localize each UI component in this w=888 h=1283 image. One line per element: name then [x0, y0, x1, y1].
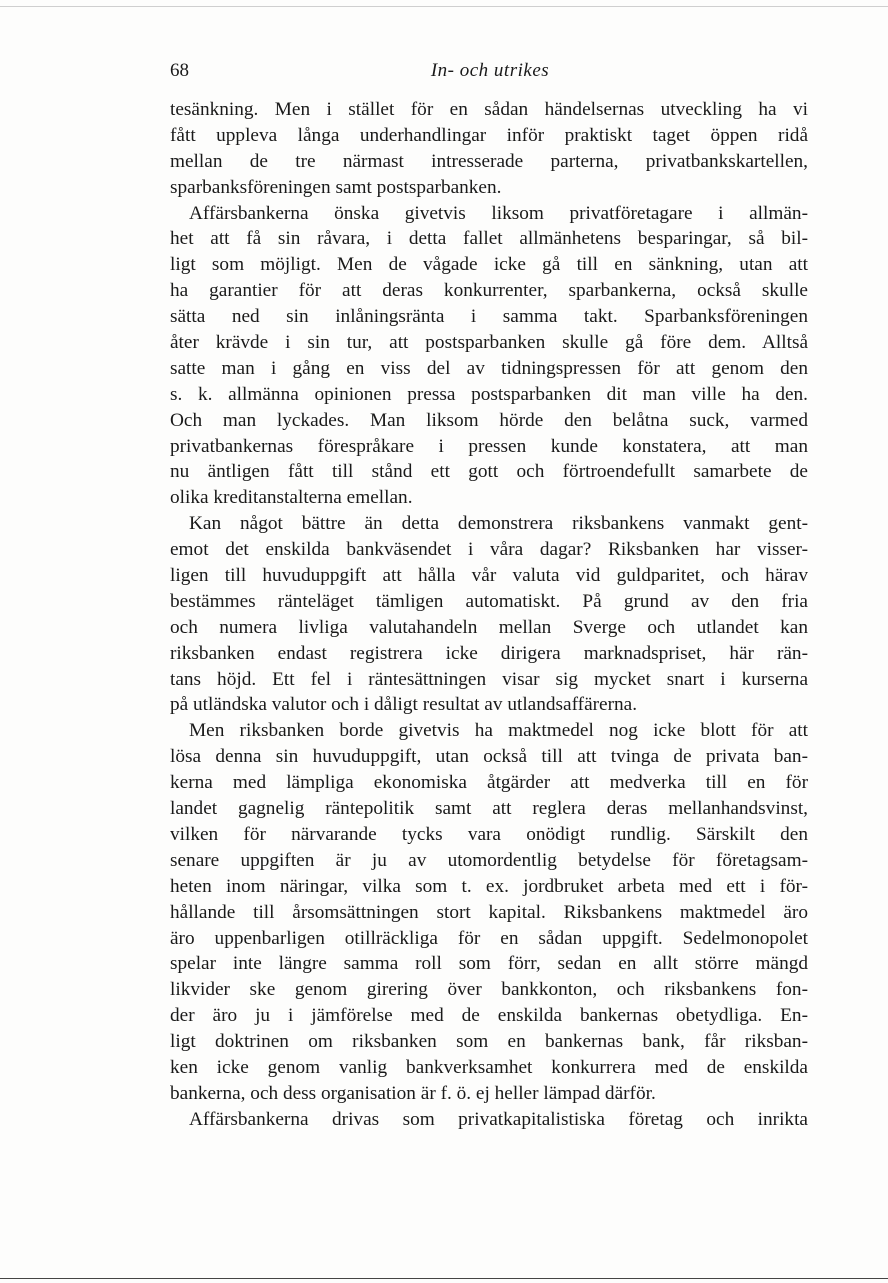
text-line: ha garantier för att deras konkurrenter, sparbankerna, också skulle: [170, 280, 808, 302]
text-line: hållande till årsomsättningen stort kapital. Riksbankens maktmedel äro: [170, 901, 808, 923]
text-line: heten inom näringar, vilka som t. ex. jordbruket arbeta med ett i för-: [170, 875, 808, 897]
scan-bottom-edge-line: [0, 1278, 888, 1279]
text-line: mellan de tre närmast intresserade parterna, privatbankskartellen,: [170, 150, 808, 172]
text-line: Affärsbankerna önska givetvis liksom privatföretagare i allmän-: [189, 202, 808, 224]
text-line: fått uppleva långa underhandlingar inför praktiskt taget öppen ridå: [170, 124, 808, 146]
text-line: senare uppgiften är ju av utomordentlig betydelse för företagsam-: [170, 849, 808, 871]
text-line: vilken för närvarande tycks vara onödigt rundlig. Särskilt den: [170, 823, 808, 845]
text-line: privatbankernas förespråkare i pressen kunde konstatera, att man: [170, 435, 808, 457]
text-line: åter krävde i sin tur, att postsparbanken skulle gå före dem. Alltså: [170, 332, 808, 354]
page-header: [170, 58, 810, 88]
page-number: 68: [170, 60, 189, 81]
text-line: Men riksbanken borde givetvis ha maktmedel nog icke blott för att: [189, 720, 808, 742]
text-line: ligt som möjligt. Men de vågade icke gå till en sänkning, utan att: [170, 254, 808, 276]
text-line: satte man i gång en viss del av tidningspressen för att genom den: [170, 357, 808, 379]
text-line: nu äntligen fått till stånd ett gott och förtroendefullt samarbete de: [170, 461, 808, 483]
text-line: sätta ned sin inlåningsränta i samma takt. Sparbanksföreningen: [170, 306, 808, 328]
text-line: på utländska valutor och i dåligt resultat av utlandsaffärerna.: [170, 694, 638, 716]
text-line: äro uppenbarligen otillräckliga för en sådan uppgift. Sedelmonopolet: [170, 927, 808, 949]
text-line: Kan något bättre än detta demonstrera riksbankens vanmakt gent-: [189, 513, 808, 535]
text-line: Affärsbankerna drivas som privatkapitalistiska företag och inrikta: [189, 1108, 808, 1130]
text-line: tans höjd. Ett fel i räntesättningen visar sig mycket snart i kurserna: [170, 668, 808, 690]
text-line: s. k. allmänna opinionen pressa postsparbanken dit man ville ha den.: [170, 383, 808, 405]
running-title: In- och utrikes: [430, 60, 550, 81]
text-line: lösa denna sin huvuduppgift, utan också till att tvinga de privata ban-: [170, 746, 808, 768]
text-line: ligen till huvuduppgift att hålla vår valuta vid guldparitet, och härav: [170, 565, 808, 587]
text-line: likvider ske genom girering över bankkonton, och riksbankens fon-: [170, 979, 808, 1001]
text-line: bankerna, och dess organisation är f. ö. ej heller lämpad därför.: [170, 1082, 656, 1104]
text-line: och numera livliga valutahandeln mellan Sverge och utlandet kan: [170, 616, 808, 638]
text-line: tesänkning. Men i stället för en sådan händelsernas utveckling ha vi: [170, 99, 808, 120]
text-line: sparbanksföreningen samt postsparbanken.: [170, 176, 502, 198]
text-line: riksbanken endast registrera icke dirigera marknadspriset, här rän-: [170, 642, 808, 664]
text-line: der äro ju i jämförelse med de enskilda bankernas obetydliga. En-: [170, 1005, 808, 1027]
text-line: Och man lyckades. Man liksom hörde den belåtna suck, varmed: [170, 409, 808, 431]
text-line: ligt doktrinen om riksbanken som en bankernas bank, får riksban-: [170, 1031, 808, 1053]
text-line: emot det enskilda bankväsendet i våra dagar? Riksbanken har visser-: [170, 539, 808, 561]
text-line: kerna med lämpliga ekonomiska åtgärder att medverka till en för: [170, 772, 808, 794]
text-line: olika kreditanstalterna emellan.: [170, 487, 413, 509]
text-line: het att få sin råvara, i detta fallet allmänhetens besparingar, så bil-: [170, 228, 808, 250]
body-text: [170, 97, 808, 1133]
text-line: spelar inte längre samma roll som förr, sedan en allt större mängd: [170, 953, 808, 975]
scan-top-edge-line: [0, 6, 888, 7]
text-line: ken icke genom vanlig bankverksamhet konkurrera med de enskilda: [170, 1056, 808, 1078]
text-line: landet gagnelig räntepolitik samt att reglera deras mellanhandsvinst,: [170, 798, 808, 820]
text-line: bestämmes ränteläget tämligen automatiskt. På grund av den fria: [170, 590, 808, 612]
